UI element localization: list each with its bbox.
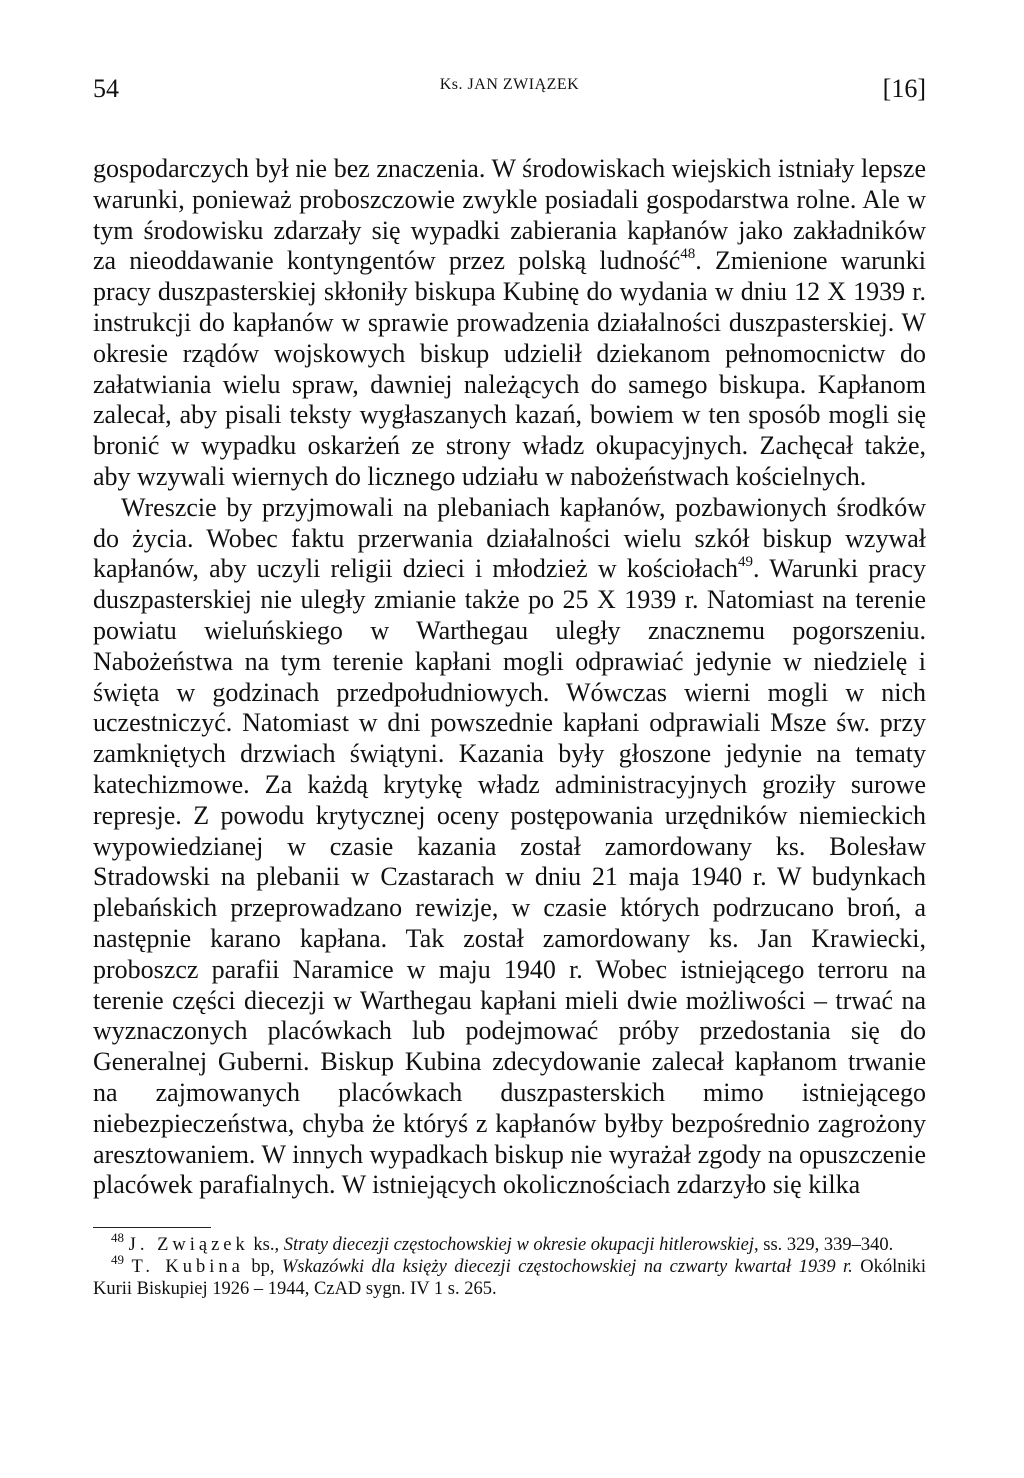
- document-page: [93, 66, 926, 1300]
- body-text: [93, 154, 926, 1201]
- footnote-text: Okólniki Kurii Biskupiej 1926 – 1944, CzAD sygn. IV 1 s. 265.: [93, 1257, 927, 1300]
- paragraph-1-part-a: gospodarczych był nie bez znaczenia. W środowiskach wiejskich istniały lepsze warunki, ponieważ proboszczowie zwykle posiadali gospodarstwa rolne. Ale w tym środowisku zdarzały się wypadki zabierania kapłanów jako zakładników za nieoddawanie kontyngentów przez polską ludność: [93, 154, 926, 276]
- running-head: [93, 66, 926, 110]
- paragraph-2: [93, 493, 926, 1201]
- footnote-48: [93, 1230, 926, 1256]
- footnote-number: 49: [111, 1252, 124, 1268]
- footnote-divider: [93, 1227, 211, 1228]
- footnote-text: ks.,: [248, 1235, 284, 1256]
- paragraph-1-part-b: . Zmienione warunki pracy duszpasterskiej skłoniły biskupa Kubinę do wydania w dniu 12 X 1939 r. instrukcji do kapłanów w sprawie prowadzenia działalności duszpasterskiej. W okresie rządów wojskowych biskup udzielił dziekanom pełnomocnictw do załatwiania wielu spraw, dawniej należących do samego biskupa. Kapłanom zalecał, aby pisali teksty wygłaszanych kazań, bowiem w ten sposób mogli się bronić w wypadku oskarżeń ze strony władz okupacyjnych. Zachęcał także, aby wzywali wiernych do licznego udziału w nabożeństwach kościelnych.: [93, 246, 926, 491]
- section-number: [16]: [882, 74, 926, 103]
- paragraph-1: [93, 154, 926, 493]
- footnotes: [93, 1230, 927, 1300]
- footnote-49: [93, 1252, 927, 1300]
- paragraph-2-part-b: . Warunki pracy duszpasterskiej nie uległy zmianie także po 25 X 1939 r. Natomiast na terenie powiatu wieluńskiego w Warthegau uległy znacznemu pogorszeniu. Nabożeństwa na tym terenie kapłani mogli odprawiać jedynie w niedzielę i święta w godzinach przedpołudniowych. Wówczas wierni mogli w nich uczestniczyć. Natomiast w dni powszednie kapłani odprawiali Msze św. przy zamkniętych drzwiach świątyni. Kazania były głoszone jedynie na tematy katechizmowe. Za każdą krytykę władz administracyjnych groziły surowe represje. Z powodu krytycznej oceny postępowania urzędników niemieckich wypowiedzianej w czasie kazania został zamordowany ks. Bolesław Stradowski na plebanii w Czastarach w dniu 21 maja 1940 r. W budynkach plebańskich przeprowadzano rewizje, w czasie których podrzucano broń, a następnie karano kapłana. Tak został zamordowany ks. Jan Krawiecki, proboszcz parafii Naramice w maju 1940 r. Wobec istniejącego terroru na terenie części diecezji w Warthegau kapłani mieli dwie możliwości – trwać na wyznaczonych placówkach lub podejmować próby przedostania się do Generalnej Guberni. Biskup Kubina zdecydowanie zalecał kapłanom trwanie na zajmowanych placówkach duszpasterskich mimo istniejącego niebezpieczeństwa, chyba że któryś z kapłanów byłby bezpośrednio zagrożony aresztowaniem. W innych wypadkach biskup nie wyrażał zgody na opuszczenie placówek parafialnych. W istniejących okolicznościach zdarzyło się kilka: [93, 554, 926, 1200]
- footnote-title: Wskazówki dla księży diecezji częstochowskiej na czwarty kwartał 1939 r.: [281, 1257, 853, 1278]
- footnote-ref-49: 49: [737, 554, 753, 571]
- footnote-author: J. Związek: [128, 1235, 249, 1256]
- footnote-ref-48: 48: [680, 246, 696, 263]
- footnote-title: Straty diecezji częstochowskiej w okresie okupacji hitlerowskiej: [283, 1235, 754, 1256]
- footnote-author: T. Kubina: [131, 1257, 244, 1278]
- footnote-text: bp,: [243, 1257, 282, 1278]
- footnote-text: , ss. 329, 339–340.: [754, 1235, 894, 1256]
- footnote-number: 48: [111, 1230, 124, 1246]
- running-title: Ks. JAN ZWIĄZEK: [439, 76, 580, 93]
- paragraph-2-part-a: Wreszcie by przyjmowali na plebaniach kapłanów, pozbawionych środków do życia. Wobec faktu przerwania działalności wielu szkół biskup wzywał kapłanów, aby uczyli religii dzieci i młodzież w kościołach: [93, 492, 926, 584]
- page-number: 54: [93, 74, 119, 103]
